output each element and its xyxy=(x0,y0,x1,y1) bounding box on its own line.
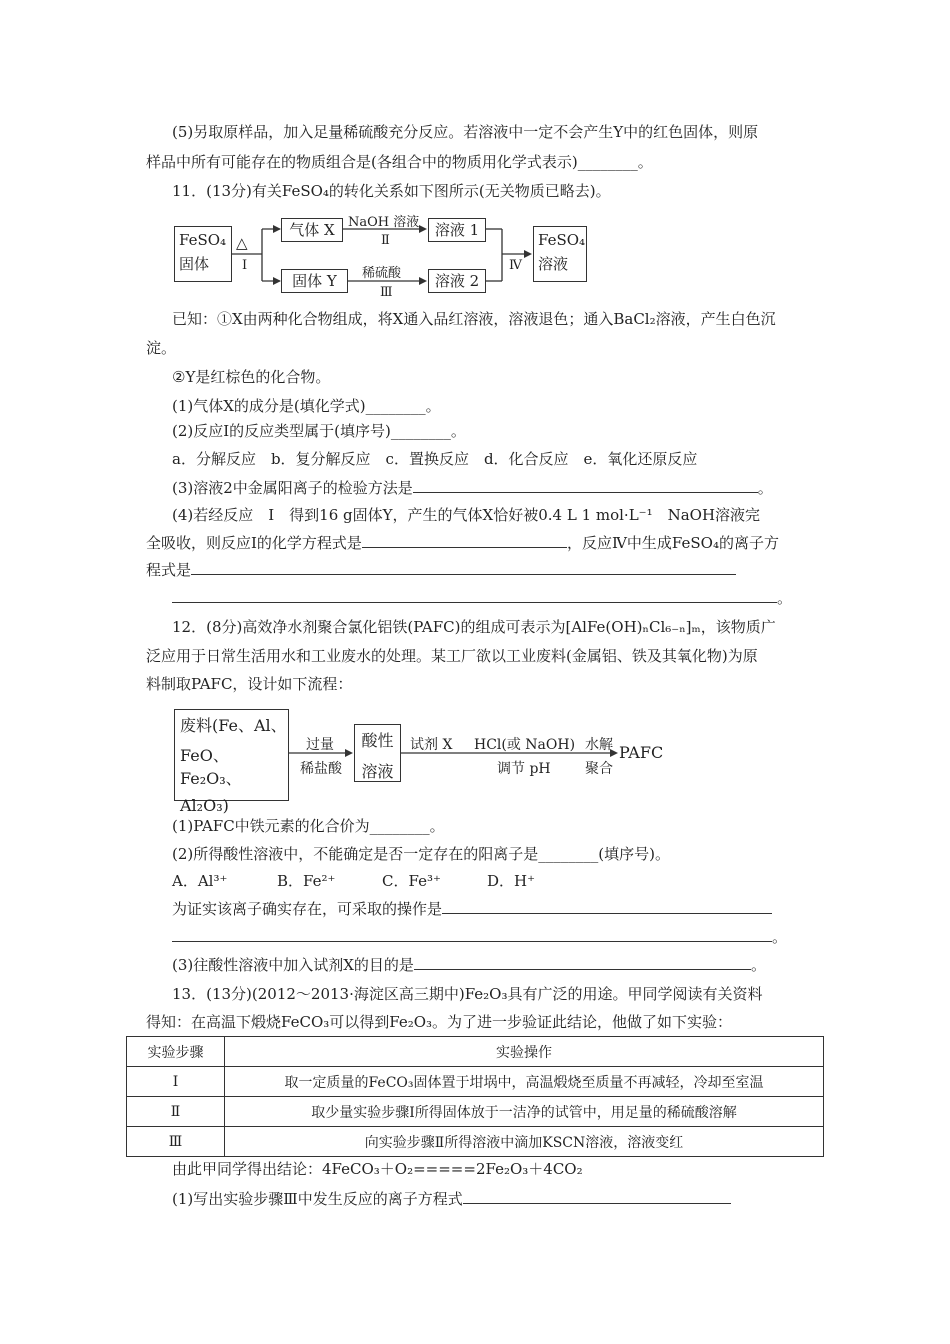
waste-line2: FeO、Fe₂O₃、 xyxy=(180,746,242,788)
header-step: 实验步骤 xyxy=(127,1037,225,1067)
q12-option-a: A．Al³⁺ xyxy=(172,872,228,890)
q13-part1 xyxy=(172,1189,731,1209)
feso4-solution-box xyxy=(533,226,587,282)
table-row xyxy=(127,1127,824,1157)
feso4-solid-box xyxy=(174,226,232,282)
q12-arrows xyxy=(0,700,950,810)
q12-verify-end: 。 xyxy=(772,928,788,946)
q11-known1-line1: 已知：①X由两种化合物组成，将X通入品红溶液，溶液退色；通入BaCl₂溶液，产生白色沉 xyxy=(172,310,776,328)
hcl-or-naoh-label: HCl(或 NaOH) xyxy=(474,737,576,753)
waste-material-box xyxy=(174,709,289,815)
q12-verify-text: 为证实该离子确实存在，可采取的操作是 xyxy=(172,900,443,918)
table-header-row xyxy=(127,1037,824,1067)
answer-blank xyxy=(442,899,772,914)
q12-part3-end: 。 xyxy=(750,956,766,974)
step-cell: Ⅰ xyxy=(127,1067,225,1097)
q11-known2: ②Y是红棕色的化合物。 xyxy=(172,368,331,386)
q12-part2: (2)所得酸性溶液中，不能确定是否一定存在的阳离子是________(填序号)。 xyxy=(172,845,670,863)
excess-label: 过量 xyxy=(306,737,334,753)
q11-part3 xyxy=(172,478,773,498)
q12-options xyxy=(172,871,535,891)
answer-blank xyxy=(172,588,777,603)
q11-known1-line2: 淀。 xyxy=(146,339,177,357)
q12-title-line3: 料制取PAFC，设计如下流程： xyxy=(146,675,353,693)
header-operation: 实验操作 xyxy=(225,1037,824,1067)
q13-title-line1: 13．(13分)(2012～2013·海淀区高三期中)Fe₂O₃具有广泛的用途。甲同学阅读有关资料 xyxy=(172,985,763,1003)
polymerization-label: 聚合 xyxy=(585,761,613,777)
answer-blank xyxy=(362,533,567,548)
answer-blank xyxy=(172,927,772,942)
q11-arrows xyxy=(0,0,950,300)
q11-part2: (2)反应Ⅰ的反应类型属于(填序号)________。 xyxy=(172,422,466,440)
acidic-line2: 溶液 xyxy=(361,762,394,781)
adjust-ph-label: 调节 pH xyxy=(497,761,551,777)
reagent-x-label: 试剂 X xyxy=(410,737,453,753)
q11-part3-end: 。 xyxy=(757,479,773,497)
acidic-solution-box xyxy=(354,724,401,782)
step-cell: Ⅱ xyxy=(127,1097,225,1127)
q10-part5-line1: (5)另取原样品，加入足量稀硫酸充分反应。若溶液中一定不会产生Y中的红色固体，则原 xyxy=(172,123,759,141)
q11-part4-line2 xyxy=(146,533,779,553)
q12-verify-line2 xyxy=(172,927,787,947)
feso4-solution-label: 溶液 xyxy=(538,255,569,273)
feso4-solid-label: 固体 xyxy=(179,255,210,273)
q11-part4-line3 xyxy=(146,560,736,580)
operation-cell: 取少量实验步骤Ⅰ所得固体放于一洁净的试管中，用足量的稀硫酸溶解 xyxy=(225,1097,824,1127)
q11-part4-text-b: ，反应Ⅳ中生成FeSO₄的离子方 xyxy=(566,534,779,552)
q13-title-line2: 得知：在高温下煅烧FeCO₃可以得到Fe₂O₃。为了进一步验证此结论，他做了如下实验： xyxy=(146,1013,733,1031)
q12-part3-text: (3)往酸性溶液中加入试剂X的目的是 xyxy=(172,956,414,974)
q11-part4-line4 xyxy=(172,588,792,608)
q12-part1: (1)PAFC中铁元素的化合价为________。 xyxy=(172,817,445,835)
step-3-label: Ⅲ xyxy=(380,285,393,300)
hydrolysis-label: 水解 xyxy=(585,737,613,753)
q12-option-c: C．Fe³⁺ xyxy=(382,872,441,890)
acidic-line1: 酸性 xyxy=(361,731,394,750)
answer-blank xyxy=(463,1189,731,1204)
q11-options: a．分解反应 b．复分解反应 c．置换反应 d．化合反应 e．氧化还原反应 xyxy=(172,450,698,468)
q12-part3 xyxy=(172,955,766,975)
q11-part4-text-a: 全吸收，则反应Ⅰ的化学方程式是 xyxy=(146,534,362,552)
waste-line3: Al₂O₃) xyxy=(180,796,229,815)
q12-verify xyxy=(172,899,772,919)
step-1-label: Ⅰ xyxy=(242,258,248,273)
dilute-sulfuric-acid-label: 稀硫酸 xyxy=(362,266,402,281)
experiment-table xyxy=(126,1036,824,1157)
q12-title-line1: 12．(8分)高效净水剂聚合氯化铝铁(PAFC)的组成可表示为[AlFe(OH)ₙCl₆₋ₙ]ₘ，该物质广 xyxy=(172,618,776,636)
gas-x-box: 气体 X xyxy=(281,218,343,242)
q12-option-b: B．Fe²⁺ xyxy=(277,872,336,890)
operation-cell: 取一定质量的FeCO₃固体置于坩埚中，高温煅烧至质量不再减轻，冷却至室温 xyxy=(225,1067,824,1097)
table-row xyxy=(127,1067,824,1097)
q13-conclusion: 由此甲同学得出结论：4FeCO₃＋O₂=====2Fe₂O₃＋4CO₂ xyxy=(172,1160,583,1178)
q11-title: 11．(13分)有关FeSO₄的转化关系如下图所示(无关物质已略去)。 xyxy=(172,182,611,200)
naoh-solution-label: NaOH 溶液 xyxy=(348,215,420,230)
operation-cell: 向实验步骤Ⅱ所得溶液中滴加KSCN溶液，溶液变红 xyxy=(225,1127,824,1157)
step-cell: Ⅲ xyxy=(127,1127,225,1157)
answer-blank xyxy=(413,478,758,493)
step-2-label: Ⅱ xyxy=(381,233,390,248)
q11-part4-line1: (4)若经反应 Ⅰ 得到16 g固体Y，产生的气体X恰好被0.4 L 1 mol·L⁻¹ NaOH溶液完 xyxy=(172,506,761,524)
solid-y-box: 固体 Y xyxy=(281,269,348,293)
solution-2-box: 溶液 2 xyxy=(428,269,486,293)
q11-part4-end: 。 xyxy=(777,589,793,607)
heat-symbol: △ xyxy=(236,234,248,252)
q12-title-line2: 泛应用于日常生活用水和工业废水的处理。某工厂欲以工业废料(金属铝、铁及其氧化物)为原 xyxy=(146,647,758,665)
q11-part4-text-c: 程式是 xyxy=(146,561,192,579)
solution-1-box: 溶液 1 xyxy=(428,218,486,242)
q11-part3-text: (3)溶液2中金属阳离子的检验方法是 xyxy=(172,479,413,497)
feso4-solid-formula: FeSO₄ xyxy=(179,231,227,249)
q12-option-d: D．H⁺ xyxy=(487,872,536,890)
q11-part1: (1)气体X的成分是(填化学式)________。 xyxy=(172,397,441,415)
answer-blank xyxy=(191,560,736,575)
q10-part5-line2: 样品中所有可能存在的物质组合是(各组合中的物质用化学式表示)________。 xyxy=(146,153,653,171)
waste-line1: 废料(Fe、Al、 xyxy=(180,716,287,735)
step-4-label: Ⅳ xyxy=(509,258,522,273)
q13-part1-text: (1)写出实验步骤Ⅲ中发生反应的离子方程式 xyxy=(172,1190,463,1208)
answer-blank xyxy=(414,955,751,970)
table-row xyxy=(127,1097,824,1127)
dilute-hcl-label: 稀盐酸 xyxy=(300,761,342,777)
pafc-product-label: PAFC xyxy=(619,743,664,762)
feso4-solution-formula: FeSO₄ xyxy=(538,231,586,249)
